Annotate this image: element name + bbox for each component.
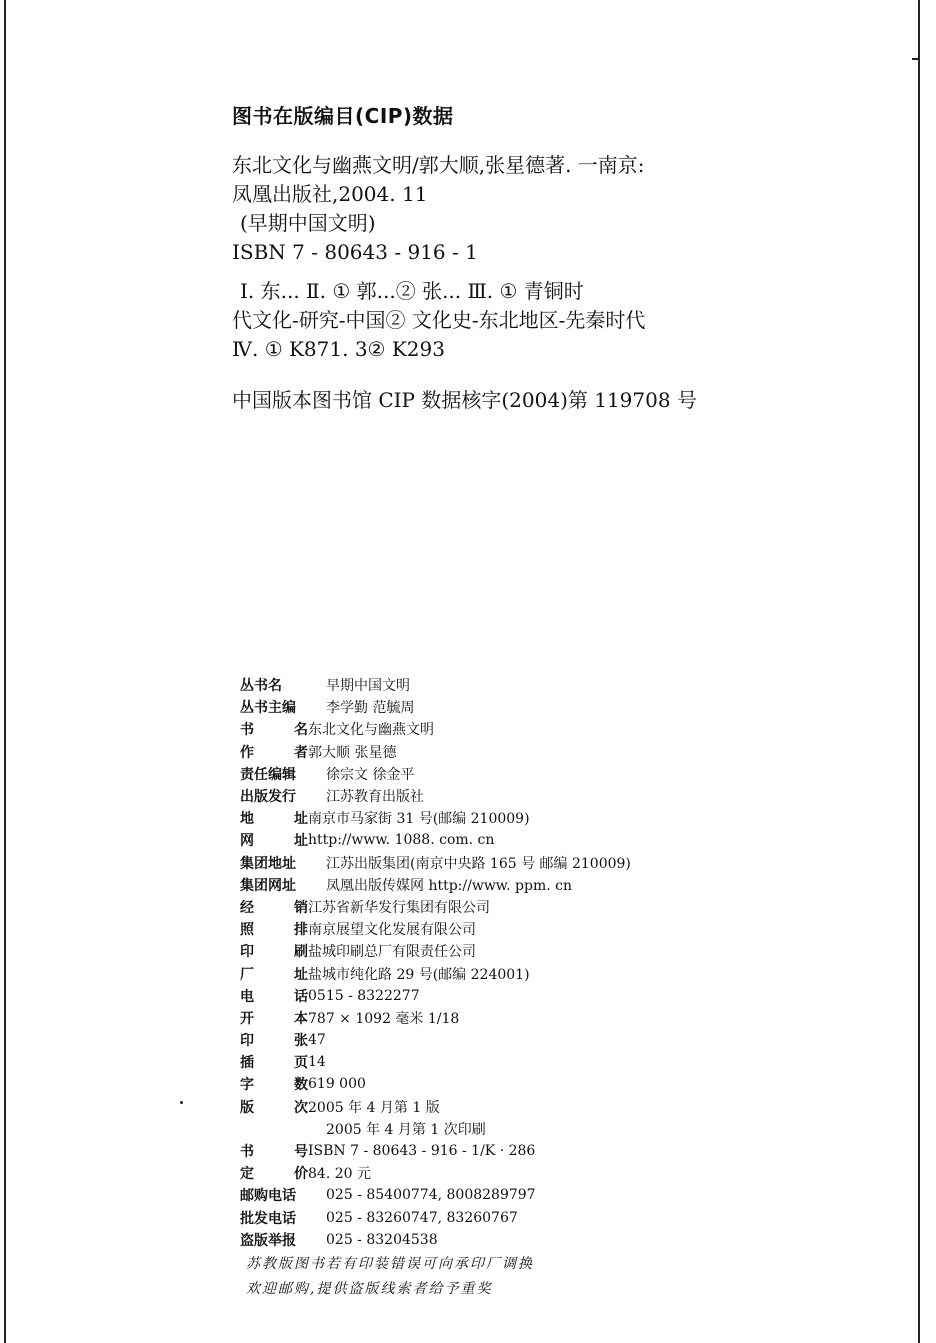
info-label: 经 销 <box>240 899 308 916</box>
info-value: 东北文化与幽燕文明 <box>308 722 434 739</box>
info-value: 0515 - 8322277 <box>308 987 420 1004</box>
info-label: 地 址 <box>240 811 308 828</box>
info-value: 619 000 <box>308 1076 366 1093</box>
info-row-sheets <box>240 1029 800 1051</box>
info-label: 丛书主编 <box>240 700 296 717</box>
footer-notice <box>246 1252 806 1302</box>
info-value: 南京展望文化发展有限公司 <box>308 922 476 939</box>
cip-series-line: (早期中国文明) <box>240 211 376 235</box>
info-value: 盐城印刷总厂有限责任公司 <box>308 944 476 961</box>
scan-speck <box>180 1101 183 1104</box>
info-value: 盐城市纯化路 29 号(邮编 224001) <box>308 966 530 983</box>
info-value: 江苏教育出版社 <box>326 789 424 806</box>
info-label: 书 名 <box>240 722 308 739</box>
info-value: 江苏出版集团(南京中央路 165 号 邮编 210009) <box>326 855 631 872</box>
info-label: 作 者 <box>240 744 308 761</box>
info-value: 47 <box>308 1032 326 1049</box>
info-value: 南京市马家街 31 号(邮编 210009) <box>308 811 530 828</box>
info-row-price <box>240 1162 800 1184</box>
info-label: 字 数 <box>240 1077 308 1094</box>
info-row-mail-order-phone <box>240 1184 800 1206</box>
cip-title: 图书在版编目(CIP)数据 <box>232 104 454 128</box>
info-row-phone <box>240 985 800 1007</box>
info-value: 郭大顺 张星德 <box>308 744 397 761</box>
info-row-plates <box>240 1051 800 1073</box>
info-label: 网 址 <box>240 833 308 850</box>
footer-notice-line-2: 欢迎邮购,提供盗版线索者给予重奖 <box>246 1281 493 1297</box>
info-label: 厂 址 <box>240 966 308 983</box>
info-value: 025 - 83204538 <box>326 1231 438 1248</box>
info-label: 电 话 <box>240 988 308 1005</box>
info-row-factory-address <box>240 962 800 984</box>
info-value: 84. 20 元 <box>308 1166 371 1183</box>
info-label: 批发电话 <box>240 1210 296 1227</box>
info-row-publisher <box>240 785 800 807</box>
info-row-word-count <box>240 1073 800 1095</box>
info-row-group-address <box>240 852 800 874</box>
info-label: 插 页 <box>240 1055 308 1072</box>
info-label: 印 张 <box>240 1033 308 1050</box>
cip-block <box>232 100 752 415</box>
scan-corner-mark <box>912 58 920 65</box>
info-row-printing <box>240 1118 800 1140</box>
cip-publisher-line: 凤凰出版社,2004. 11 <box>232 182 428 206</box>
info-label: 版 次 <box>240 1099 308 1116</box>
info-row-wholesale-phone <box>240 1207 800 1229</box>
info-value: 李学勤 范毓周 <box>326 700 415 717</box>
scan-edge-right <box>918 0 920 1343</box>
cip-classification-line: Ⅳ. ① K871. 3② K293 <box>232 337 445 361</box>
info-label: 书 号 <box>240 1144 308 1161</box>
info-value: 025 - 83260747, 83260767 <box>326 1209 518 1226</box>
publication-info-table <box>240 674 800 1251</box>
cip-subject-line-2: 代文化-研究-中国② 文化史-东北地区-先秦时代 <box>232 308 646 332</box>
info-value: 江苏省新华发行集团有限公司 <box>308 899 490 916</box>
info-row-series-name <box>240 674 800 696</box>
info-row-typesetting <box>240 918 800 940</box>
cip-bibliographic-line: 东北文化与幽燕文明/郭大顺,张星德著. 一南京: <box>232 153 645 177</box>
info-row-printer <box>240 940 800 962</box>
info-value: 2005 年 4 月第 1 版 <box>308 1099 440 1116</box>
info-label: 集团地址 <box>240 855 296 872</box>
info-label: 责任编辑 <box>240 766 296 783</box>
info-value: ISBN 7 - 80643 - 916 - 1/K · 286 <box>308 1143 536 1160</box>
cip-isbn-line: ISBN 7 - 80643 - 916 - 1 <box>232 240 478 264</box>
info-row-group-website <box>240 874 800 896</box>
info-value: 025 - 85400774, 8008289797 <box>326 1187 536 1204</box>
footer-notice-line-1: 苏教版图书若有印装错误可向承印厂调换 <box>246 1256 534 1272</box>
info-label: 丛书名 <box>240 678 282 695</box>
info-row-book-title <box>240 718 800 740</box>
info-row-website <box>240 829 800 851</box>
info-row-editor-in-charge <box>240 763 800 785</box>
info-value: 早期中国文明 <box>326 678 410 695</box>
info-label: 开 本 <box>240 1010 308 1027</box>
cip-subject-line-1: Ⅰ. 东... Ⅱ. ① 郭...② 张... Ⅲ. ① 青铜时 <box>240 279 584 303</box>
info-row-edition <box>240 1096 800 1118</box>
info-value: http://www. 1088. com. cn <box>308 832 495 849</box>
info-row-distributor <box>240 896 800 918</box>
info-label: 照 排 <box>240 922 308 939</box>
cip-record-number: 中国版本图书馆 CIP 数据核字(2004)第 119708 号 <box>232 388 697 412</box>
info-row-book-number <box>240 1140 800 1162</box>
info-row-address <box>240 807 800 829</box>
info-row-format <box>240 1007 800 1029</box>
info-value: 2005 年 4 月第 1 次印刷 <box>326 1121 486 1138</box>
info-label: 邮购电话 <box>240 1188 296 1205</box>
info-row-author <box>240 741 800 763</box>
info-value: 凤凰出版传媒网 http://www. ppm. cn <box>326 877 572 894</box>
info-value: 14 <box>308 1054 326 1071</box>
info-value: 徐宗文 徐金平 <box>326 766 415 783</box>
info-label: 定 价 <box>240 1166 308 1183</box>
info-label: 出版发行 <box>240 789 296 806</box>
info-label: 集团网址 <box>240 877 296 894</box>
info-label: 印 刷 <box>240 944 308 961</box>
info-label: 盗版举报 <box>240 1232 296 1249</box>
info-value: 787 × 1092 毫米 1/18 <box>308 1010 460 1027</box>
info-row-series-editor <box>240 696 800 718</box>
info-row-piracy-report <box>240 1229 800 1251</box>
scan-edge-left <box>4 0 6 1343</box>
